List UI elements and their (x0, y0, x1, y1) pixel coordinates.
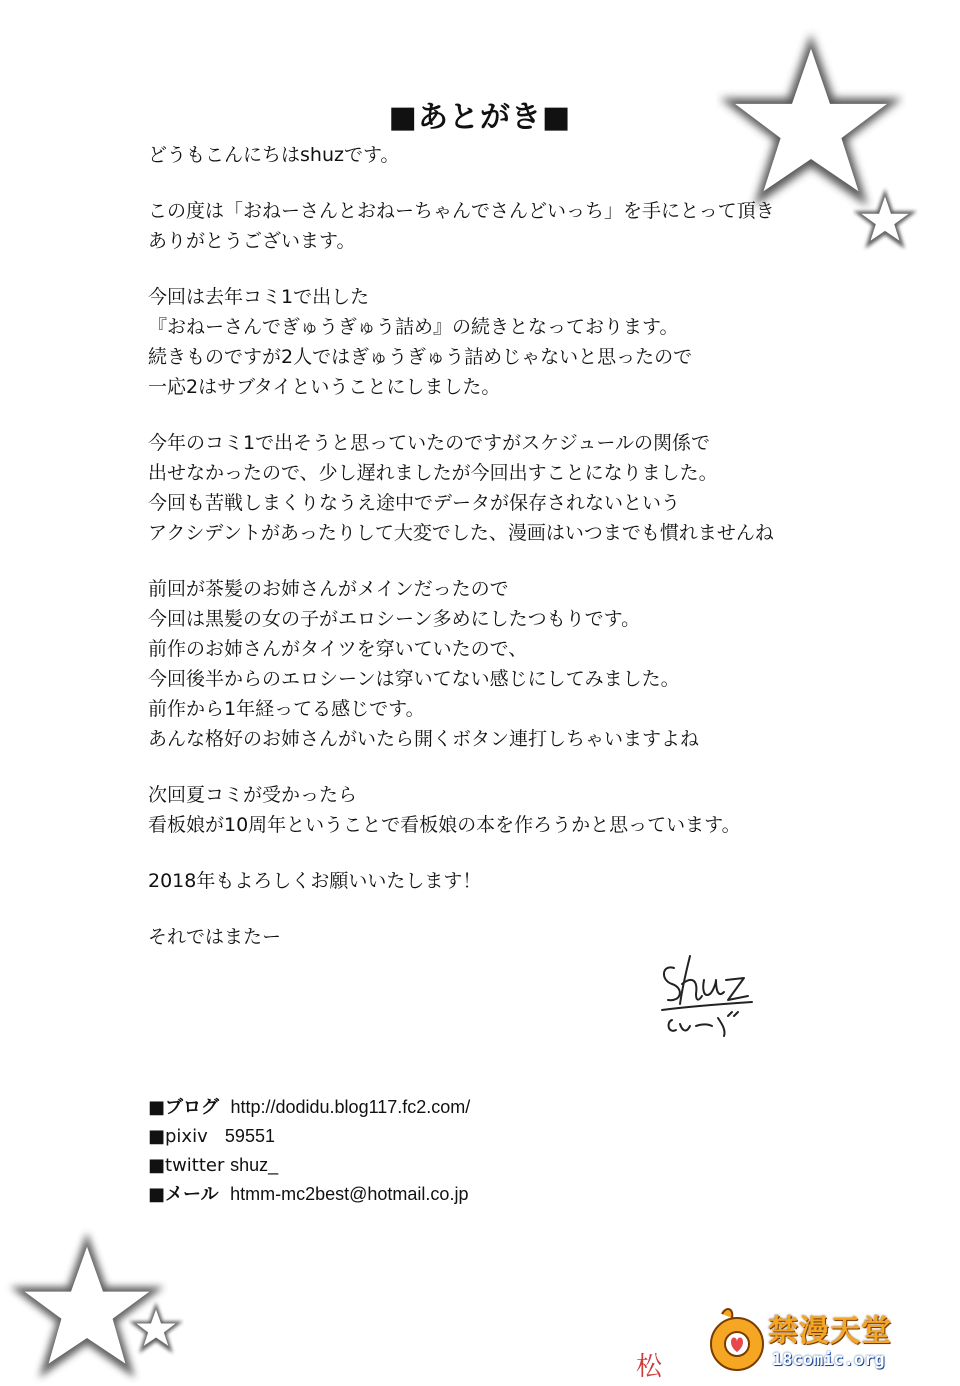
text-line: 次回夏コミが受かったら (148, 784, 358, 806)
footer-char: 松 (636, 1352, 663, 1382)
text-line: 今回は黒髪の女の子がエロシーン多めにしたつもりです。 (148, 608, 641, 630)
text-line: 出せなかったので、少し遅れましたが今回出すことになりました。 (148, 462, 718, 484)
signature-image (652, 950, 772, 1045)
contact-mail (148, 1180, 470, 1209)
email-link[interactable]: htmm-mc2best@hotmail.co.jp (230, 1184, 469, 1204)
blog-link[interactable]: http://dodidu.blog117.fc2.com/ (230, 1097, 471, 1117)
text-line: それではまたー (148, 926, 282, 948)
watermark-logo[interactable] (706, 1298, 934, 1380)
text-line: 前作から1年経ってる感じです。 (148, 698, 425, 720)
contact-label: ■ブログ (148, 1097, 220, 1118)
text-line: 今年のコミ1で出そうと思っていたのですがスケジュールの関係で (148, 432, 710, 454)
contact-label: ■pixiv (148, 1126, 208, 1147)
text-line: アクシデントがあったりして大変でした、漫画はいつまでも慣れませんね (148, 522, 774, 544)
text-line: 今回は去年コミ1で出した (148, 286, 370, 308)
contact-label: ■twitter (148, 1155, 225, 1176)
text-line: 今回も苦戦しまくりなうえ途中でデータが保存されないという (148, 492, 681, 514)
text-line: ありがとうございます。 (148, 230, 356, 252)
paragraph (148, 574, 848, 754)
page-title: ■あとがき■ (388, 100, 572, 135)
text-line: どうもこんにちはshuzです。 (148, 144, 400, 166)
text-line: この度は「おねーさんとおねーちゃんでさんどいっち」を手にとって頂き (148, 200, 775, 222)
star-icon (852, 186, 918, 252)
text-line: 前作のお姉さんがタイツを穿いていたので、 (148, 638, 528, 660)
text-line: 『おねーさんでぎゅうぎゅう詰め』の続きとなっております。 (148, 316, 679, 338)
text-line: 看板娘が10周年ということで看板娘の本を作ろうかと思っています。 (148, 814, 741, 836)
text-line: 前回が茶髪のお姉さんがメインだったので (148, 578, 509, 600)
pixiv-id: 59551 (224, 1126, 275, 1146)
paragraph (148, 140, 848, 170)
contact-blog (148, 1093, 470, 1122)
text-line: 今回後半からのエロシーンは穿いてない感じにしてみました。 (148, 668, 680, 690)
paragraph (148, 866, 848, 896)
contact-pixiv (148, 1122, 470, 1151)
text-line: 続きものですが2人ではぎゅうぎゅう詰めじゃないと思ったので (148, 346, 693, 368)
paragraph (148, 196, 848, 256)
twitter-handle: shuz_ (230, 1155, 279, 1175)
contact-twitter (148, 1151, 470, 1180)
paragraph (148, 282, 848, 402)
paragraph (148, 922, 848, 952)
contact-label: ■メール (148, 1184, 219, 1205)
text-line: 2018年もよろしくお願いいたします！ (148, 870, 482, 892)
contact-list (148, 1093, 470, 1209)
afterword-body (148, 140, 848, 978)
paragraph (148, 428, 848, 548)
mascot-icon (708, 1304, 766, 1374)
paragraph (148, 780, 848, 840)
watermark-site: 18comic.org (772, 1350, 885, 1370)
watermark-title: 禁漫天堂 (768, 1314, 892, 1349)
text-line: あんな格好のお姉さんがいたら開くボタン連打しちゃいますよね (148, 728, 700, 750)
text-line: 一応2はサブタイということにしました。 (148, 376, 501, 398)
star-icon (128, 1300, 184, 1356)
